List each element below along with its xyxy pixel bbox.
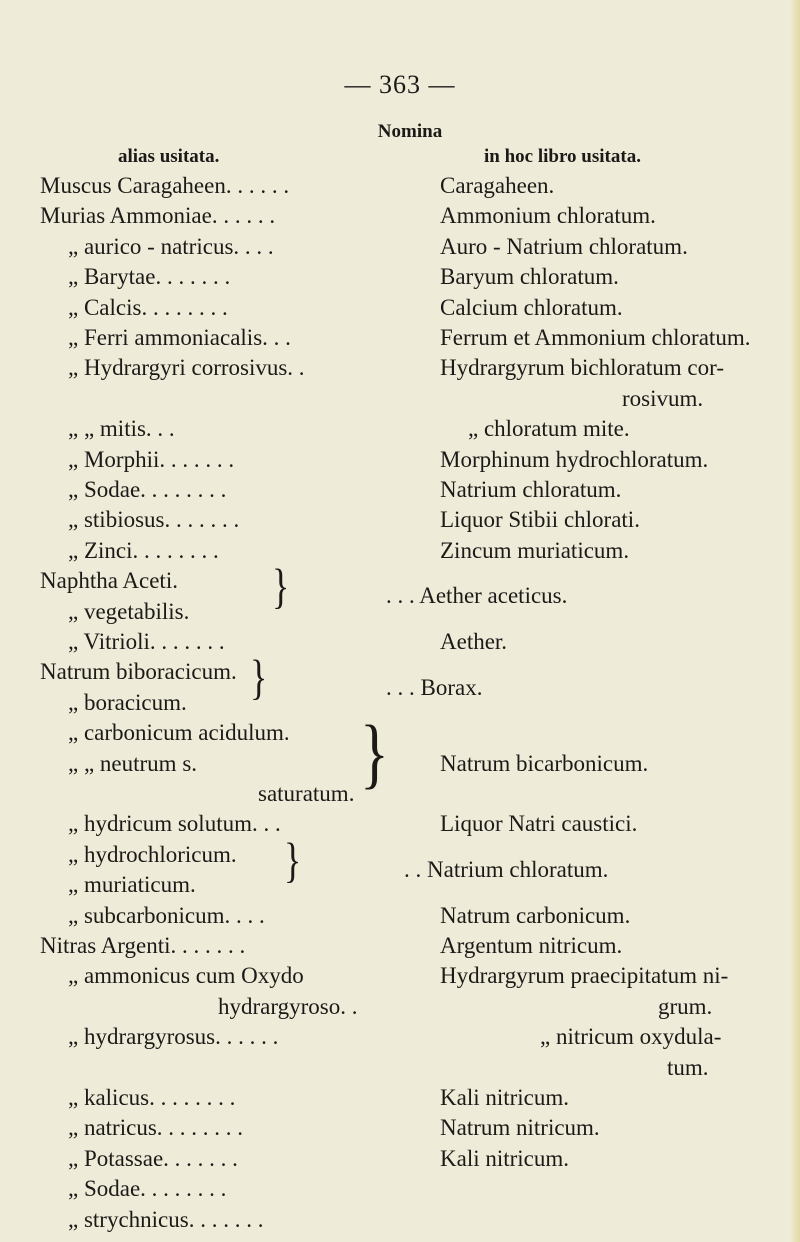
left-entry: „ boracicum. [68,690,187,715]
right-entry: tum. [667,1055,709,1080]
right-entry: Kali nitricum. [440,1085,570,1110]
header-left: alias usitata. [118,146,220,167]
right-entry: „ nitricum oxydula- [540,1024,722,1049]
left-entry: „ subcarbonicum. . . . [68,903,265,928]
left-entry: hydrargyroso. . [218,994,358,1019]
right-entry: Auro - Natrium chloratum. [440,234,688,259]
right-entry: Zincum muriaticum. [440,538,630,563]
left-entry: „ hydricum solutum. . . [68,811,281,836]
left-entry: „ Sodae. . . . . . . . [68,1176,227,1201]
left-entry: „ hydrargyrosus. . . . . . [68,1024,279,1049]
left-entry: „ strychnicus. . . . . . . [68,1207,264,1232]
left-entry: „ ammonicus cum Oxydo [68,963,304,988]
right-entry: Natrium chloratum. [440,477,622,502]
left-entry: „ muriaticum. [68,872,196,897]
left-entry: „ „ neutrum s. [68,751,198,776]
right-entry: Morphinum hydrochloratum. [440,447,709,472]
brace: } [360,710,389,796]
right-entry: . . . Aether aceticus. [386,583,568,608]
right-entry: Argentum nitricum. [440,933,623,958]
left-entry: „ natricus. . . . . . . . [68,1115,244,1140]
page-edge [790,0,800,1242]
left-entry: „ hydrochloricum. [68,842,237,867]
left-entry: Naphtha Aceti. [40,568,178,593]
left-entry: „ carbonicum acidulum. [68,720,290,745]
right-entry: „ chloratum mite. [468,416,630,441]
header-right: in hoc libro usitata. [484,146,641,167]
right-entry: Aether. [440,629,508,654]
left-entry: „ vegetabilis. [68,599,190,624]
left-entry: Murias Ammoniae. . . . . . [40,203,276,228]
right-entry: Hydrargyrum praecipitatum ni- [440,963,729,988]
left-entry: „ Zinci. . . . . . . . [68,538,219,563]
right-entry: Baryum chloratum. [440,264,619,289]
left-entry: „ Vitrioli. . . . . . . [68,629,225,654]
left-entry: saturatum. [258,781,355,806]
right-entry: Kali nitricum. [440,1146,570,1171]
right-entry: Liquor Natri caustici. [440,811,638,836]
left-entry: Natrum biboracicum. [40,659,237,684]
left-entry: „ Barytae. . . . . . . [68,264,231,289]
right-entry: Caragaheen. [440,173,555,198]
left-entry: „ „ mitis. . . [68,416,175,441]
right-entry: Natrum nitricum. [440,1115,600,1140]
right-entry: . . Natrium chloratum. [404,857,609,882]
right-entry: Ferrum et Ammonium chloratum. [440,325,751,350]
right-entry: rosivum. [622,386,704,411]
left-entry: „ kalicus. . . . . . . . [68,1085,236,1110]
left-entry: „ stibiosus. . . . . . . [68,507,240,532]
right-entry: Ammonium chloratum. [440,203,656,228]
right-entry: Hydrargyrum bichloratum cor- [440,355,724,380]
left-entry: „ Potassae. . . . . . . [68,1146,238,1171]
right-entry: grum. [658,994,713,1019]
right-entry: Natrum carbonicum. [440,903,631,928]
left-entry: „ Morphii. . . . . . . [68,447,235,472]
left-entry: Nitras Argenti. . . . . . . [40,933,246,958]
left-entry: „ Hydrargyri corrosivus. . [68,355,305,380]
left-entry: „ Sodae. . . . . . . . [68,477,227,502]
left-entry: Muscus Caragaheen. . . . . . [40,173,290,198]
right-entry: Natrum bicarbonicum. [440,751,649,776]
brace: } [284,833,302,888]
left-entry: „ Ferri ammoniacalis. . . [68,325,291,350]
right-entry: Liquor Stibii chlorati. [440,507,640,532]
brace: } [250,650,268,705]
brace: } [272,559,290,614]
right-entry: Calcium chloratum. [440,295,623,320]
header-title: Nomina [377,121,443,142]
left-entry: „ aurico - natricus. . . . [68,234,274,259]
page-number: — 363 — [344,70,456,99]
left-entry: „ Calcis. . . . . . . . [68,295,228,320]
right-entry: . . . Borax. [386,675,483,700]
